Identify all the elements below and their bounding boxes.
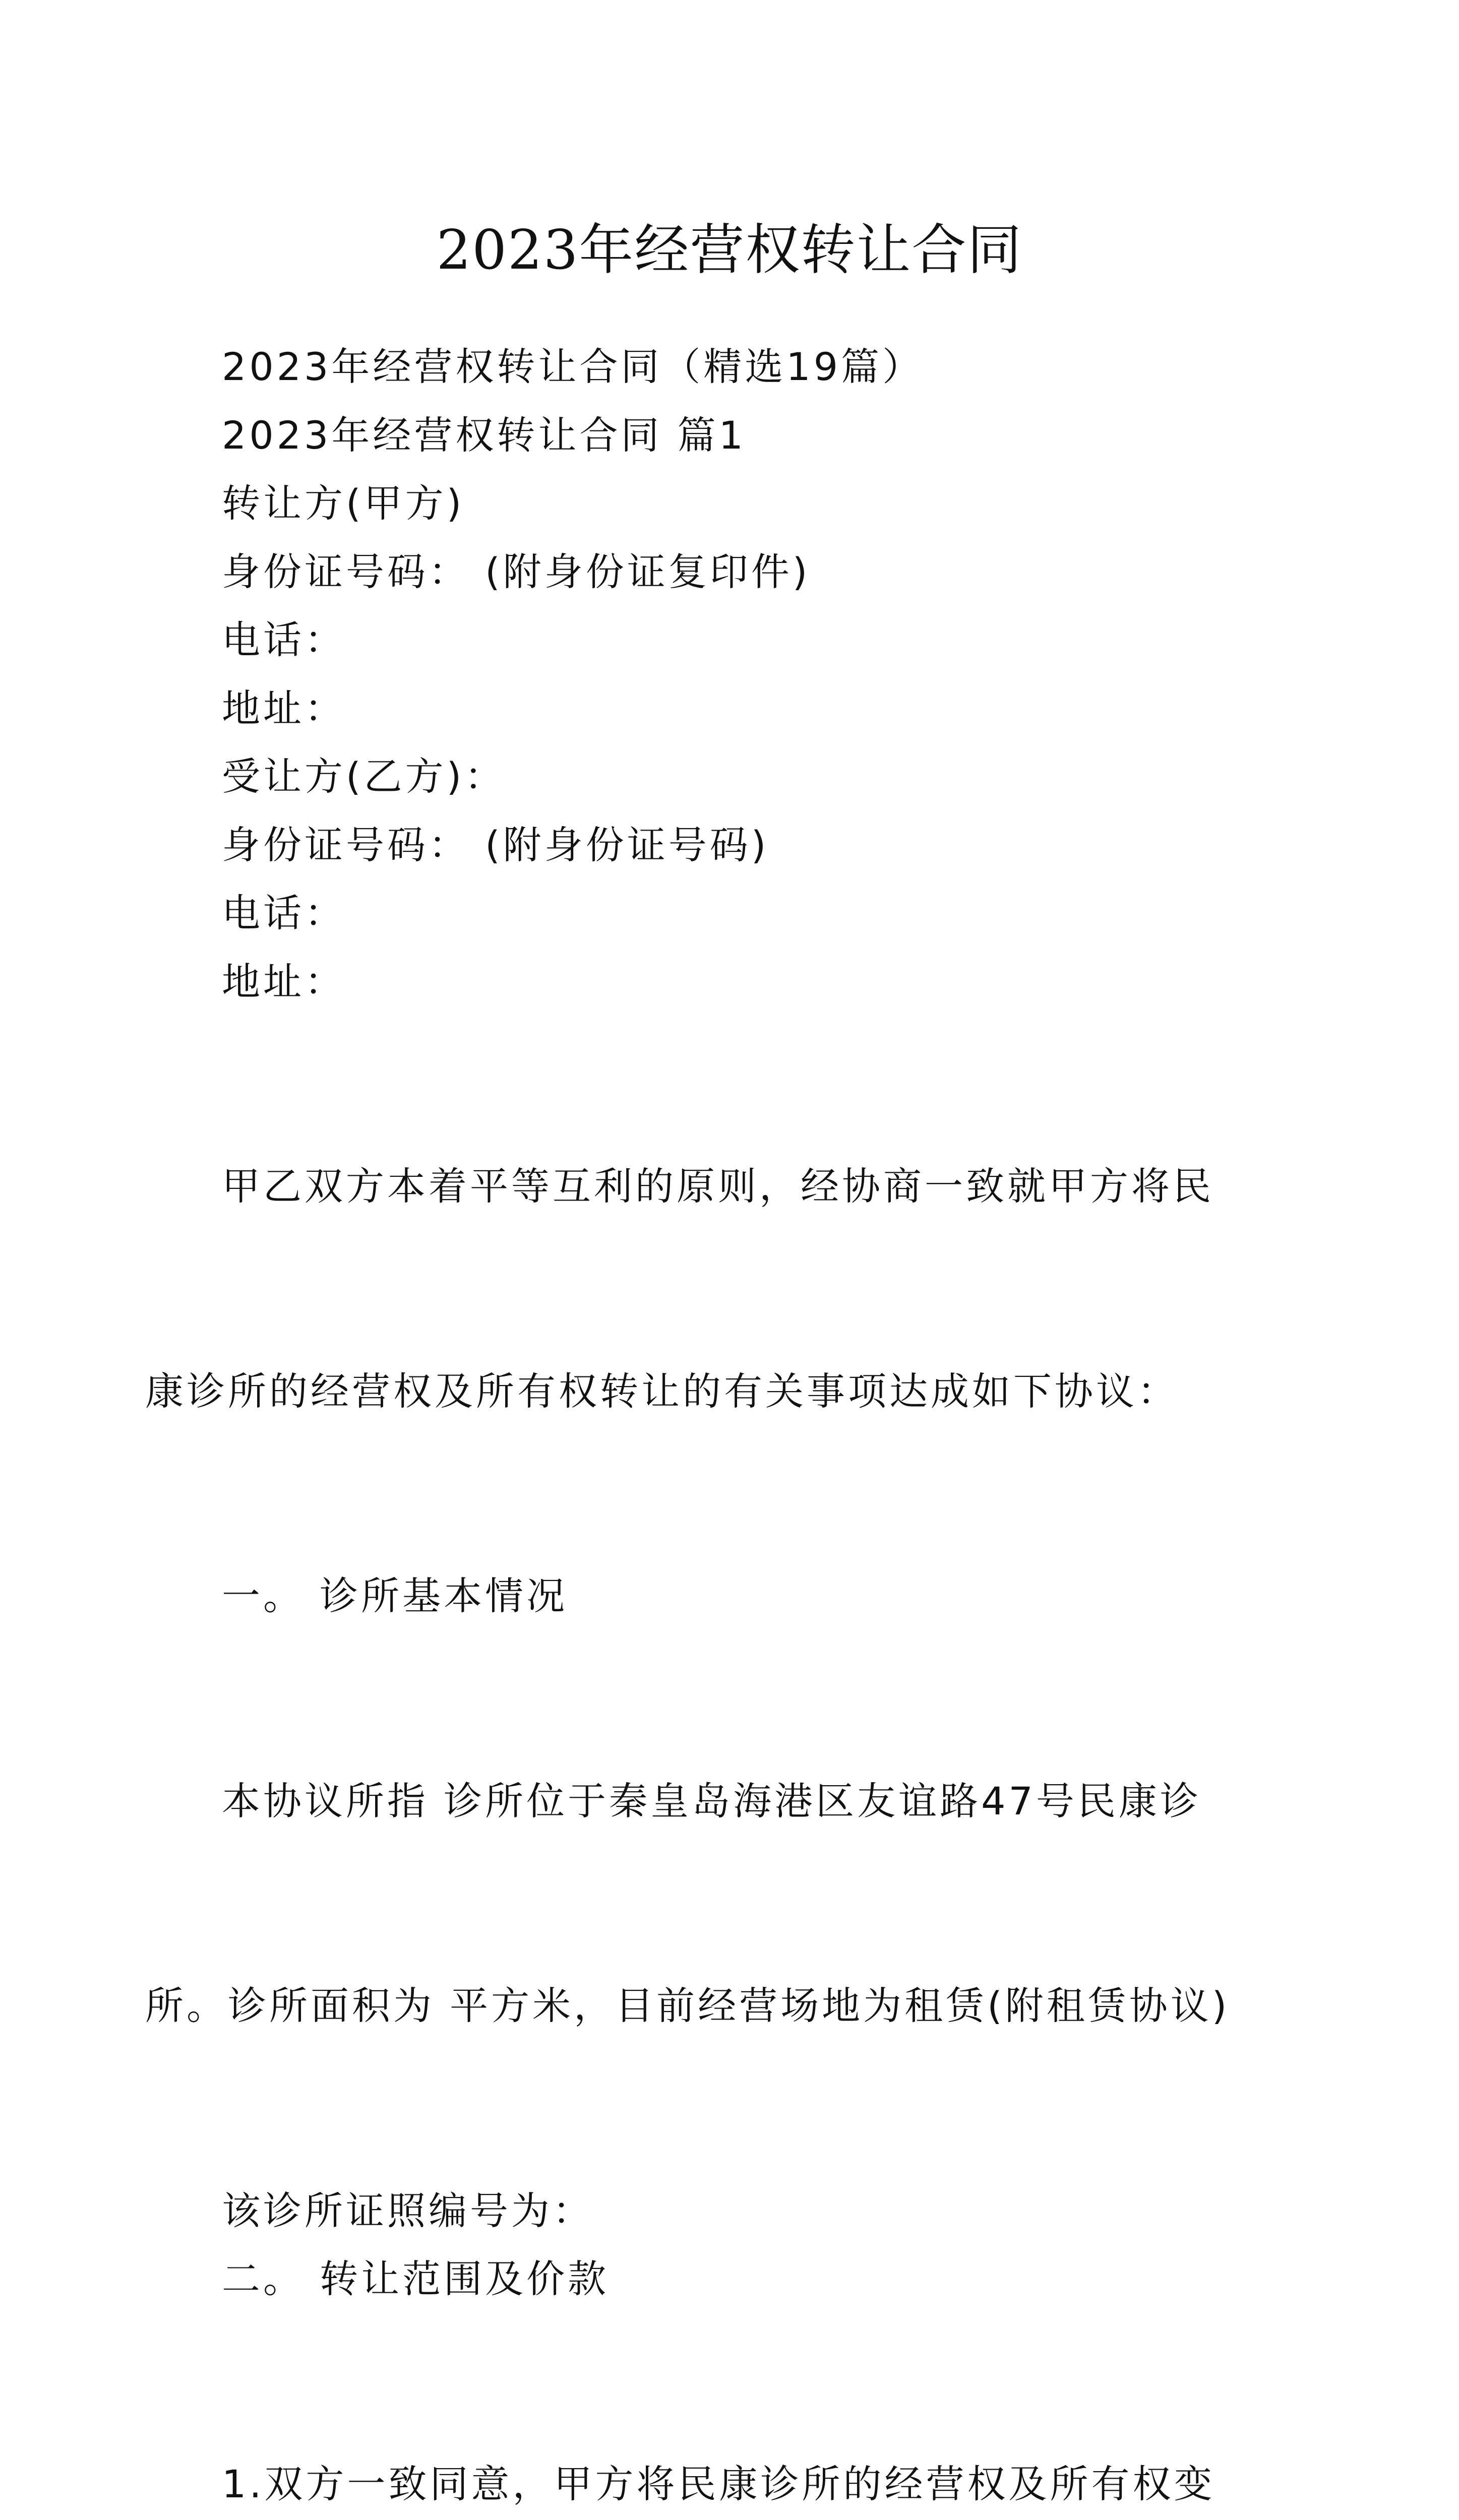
line-transferor-address: 地址： (222, 674, 1250, 743)
line-section-heading: 2023年经营权转让合同 篇1 (222, 401, 1250, 470)
paragraph-preamble (222, 1016, 1250, 1562)
line-transferee-address: 地址： (222, 948, 1250, 1016)
clinic-location-line-1: 本协议所指 诊所位于秦皇岛海港区友谊路47号民康诊 (222, 1767, 1250, 1836)
line-transferee: 受让方(乙方)： (222, 742, 1250, 811)
line-transferor: 转让方(甲方) (222, 469, 1250, 538)
document-body (222, 333, 1250, 2520)
document-title: 2023年经营权转让合同 (0, 215, 1459, 286)
heading-clinic-info: 一。 诊所基本情况 (222, 1562, 1250, 1630)
preamble-line-2: 康诊所的经营权及所有权转让的有关事项达成如下协议： (145, 1357, 1250, 1426)
paragraph-clinic-location (222, 1630, 1250, 2177)
line-subtitle: 2023年经营权转让合同（精选19篇） (222, 333, 1250, 401)
line-transferee-id: 身份证号码： (附身份证号码) (222, 811, 1250, 879)
paragraph-item-1 (222, 2313, 1250, 2520)
preamble-line-1: 甲乙双方本着平等互利的原则，经协商一致就甲方将民 (222, 1152, 1250, 1221)
line-license-number: 该诊所证照编号为： (222, 2177, 1250, 2245)
clinic-location-line-2: 所。诊所面积为 平方米，目前经营场地为租赁(附租赁协议) (145, 1972, 1250, 2040)
item-1-line-1: 1.双方一致同意，甲方将民康诊所的经营权及所有权变 (222, 2450, 1250, 2518)
line-transferor-id: 身份证号码： (附身份证复印件) (222, 538, 1250, 606)
heading-transfer-scope: 二。 转让范围及价款 (222, 2245, 1250, 2313)
line-transferor-phone: 电话： (222, 606, 1250, 674)
line-transferee-phone: 电话： (222, 879, 1250, 948)
